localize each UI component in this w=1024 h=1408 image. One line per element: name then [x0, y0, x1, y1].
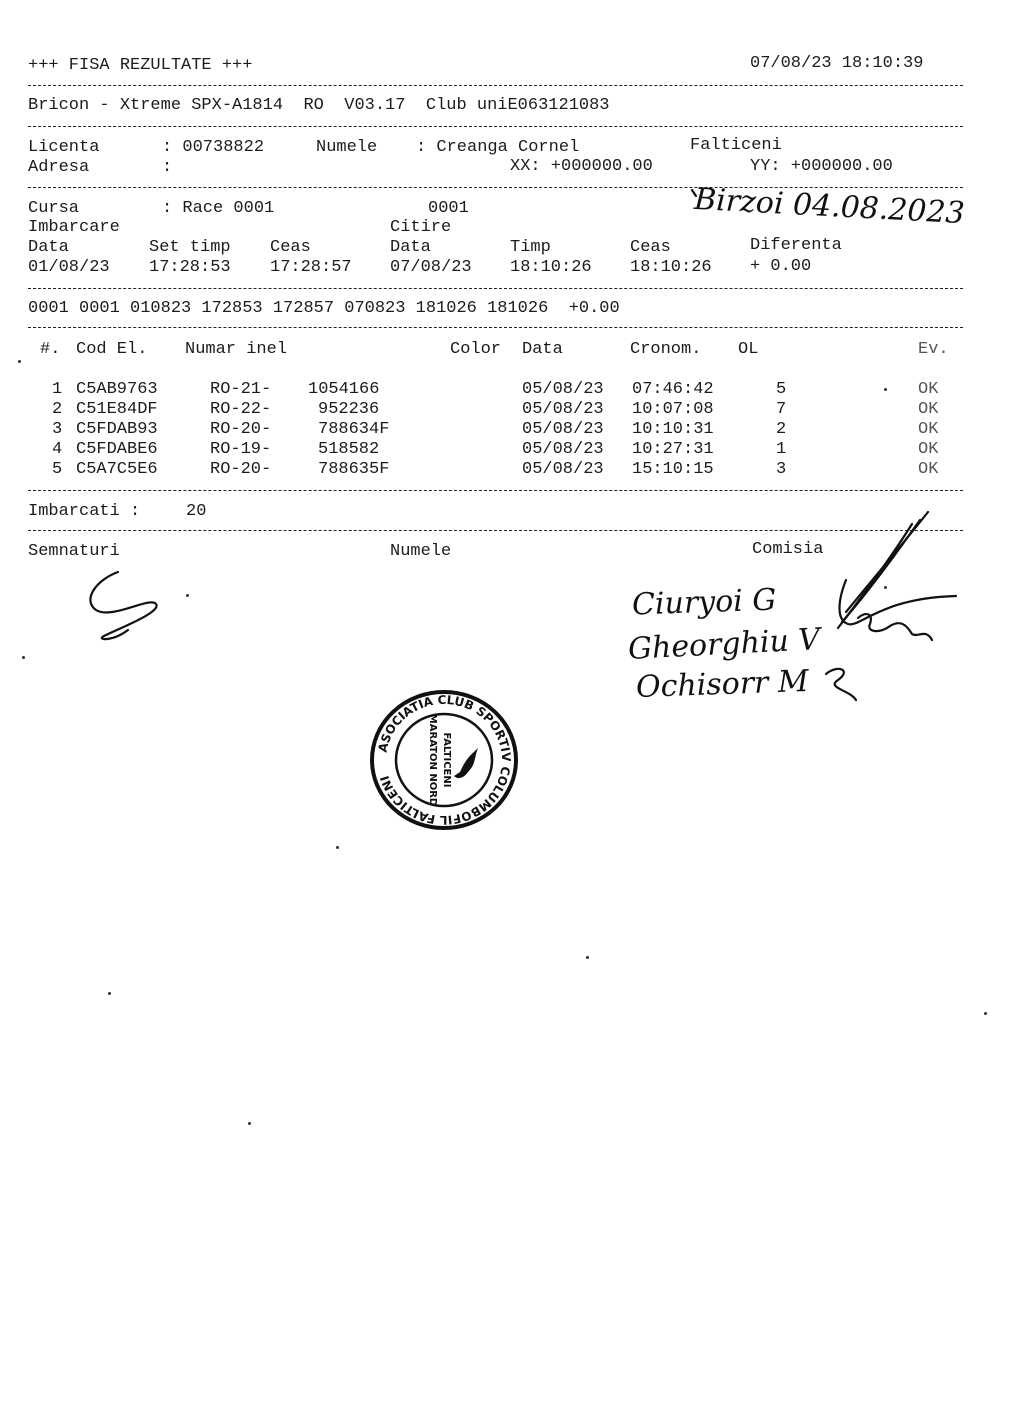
row-ring-number: 788634F — [318, 420, 390, 439]
row-date: 05/08/23 — [522, 400, 604, 419]
club-stamp — [368, 688, 520, 832]
stamp-inner-text: MARATON NORD — [427, 713, 438, 807]
imbarcati-label: Imbarcati : — [28, 502, 141, 521]
row-cronom: 10:07:08 — [632, 400, 714, 419]
scan-speck — [18, 360, 21, 363]
cursa-label: Cursa — [28, 199, 80, 218]
value-timp: 18:10:26 — [510, 258, 592, 277]
value-data-1: 01/08/23 — [28, 258, 110, 277]
row-cronom: 10:27:31 — [632, 440, 714, 459]
row-ring-prefix: RO-19- — [210, 440, 272, 459]
device-line: Bricon - Xtreme SPX-A1814 RO V03.17 Club uniE063121083 — [28, 96, 610, 115]
row-cod: C51E84DF — [76, 400, 158, 419]
row-cronom: 07:46:42 — [632, 380, 714, 399]
header-data-1: Data — [28, 238, 69, 257]
header-set-timp: Set timp — [149, 238, 231, 257]
row-cod: C5A7C5E6 — [76, 460, 158, 479]
city: Falticeni — [690, 136, 782, 155]
row-cronom: 10:10:31 — [632, 420, 714, 439]
row-ring-number: 788635F — [318, 460, 390, 479]
value-data-2: 07/08/23 — [390, 258, 472, 277]
xx-coordinate: XX: +000000.00 — [510, 157, 653, 176]
row-cod: C5FDABE6 — [76, 440, 158, 459]
row-ev: OK — [918, 380, 939, 399]
row-number: 1 — [52, 380, 63, 399]
row-cronom: 15:10:15 — [632, 460, 714, 479]
row-ol: 2 — [776, 420, 787, 439]
scan-speck — [248, 1122, 251, 1125]
pigeon-icon — [454, 748, 478, 778]
cursa-value: : Race 0001 — [162, 199, 275, 218]
col-header-color: Color — [450, 340, 502, 359]
numele-footer-label: Numele — [390, 542, 452, 561]
scan-speck — [336, 846, 339, 849]
row-ring-prefix: RO-20- — [210, 420, 272, 439]
race-code: 0001 — [428, 199, 469, 218]
row-ring-prefix: RO-20- — [210, 460, 272, 479]
row-number: 4 — [52, 440, 63, 459]
row-date: 05/08/23 — [522, 420, 604, 439]
value-diferenta: + 0.00 — [750, 257, 812, 276]
imbarcati-value: 20 — [186, 502, 207, 521]
row-ol: 3 — [776, 460, 787, 479]
sheet-title: +++ FISA REZULTATE +++ — [28, 56, 253, 75]
semnaturi-label: Semnaturi — [28, 542, 120, 561]
col-header-data: Data — [522, 340, 563, 359]
print-datetime: 07/08/23 18:10:39 — [750, 54, 924, 73]
col-header-ev: Ev. — [918, 340, 949, 359]
handwritten-note: Birzoi 04.08.2023 — [693, 181, 966, 232]
numele-label: Numele — [316, 138, 378, 157]
col-header-number: #. — [40, 340, 61, 359]
row-number: 5 — [52, 460, 63, 479]
scan-speck — [186, 594, 189, 597]
row-ring-prefix: RO-22- — [210, 400, 272, 419]
licenta-value: : 00738822 — [162, 138, 265, 157]
col-header-cronom: Cronom. — [630, 340, 702, 359]
row-number: 2 — [52, 400, 63, 419]
value-ceas-2: 18:10:26 — [630, 258, 712, 277]
row-ol: 7 — [776, 400, 787, 419]
row-ol: 5 — [776, 380, 787, 399]
row-ev: OK — [918, 400, 939, 419]
summary-line: 0001 0001 010823 172853 172857 070823 181026 181026 +0.00 — [28, 299, 620, 318]
stamp-inner-text: FALTICENI — [441, 732, 452, 788]
stamp-outer-text: ASOCIATIA CLUB SPORTIV COLUMBOFIL FALTICENI — [375, 692, 514, 828]
row-number: 3 — [52, 420, 63, 439]
handwritten-name: Ochisorr M — [635, 663, 810, 706]
value-ceas-1: 17:28:57 — [270, 258, 352, 277]
col-header-cod: Cod El. — [76, 340, 148, 359]
row-ol: 1 — [776, 440, 787, 459]
scan-speck — [22, 656, 25, 659]
row-ev: OK — [918, 440, 939, 459]
handwritten-name: Gheorghiu V — [627, 621, 821, 668]
value-set-timp: 17:28:53 — [149, 258, 231, 277]
yy-coordinate: YY: +000000.00 — [750, 157, 893, 176]
scan-speck — [586, 956, 589, 959]
col-header-ol: OL — [738, 340, 759, 359]
adresa-label: Adresa — [28, 158, 90, 177]
scan-speck — [108, 992, 111, 995]
row-ev: OK — [918, 420, 939, 439]
row-date: 05/08/23 — [522, 440, 604, 459]
imbarcare-label: Imbarcare — [28, 218, 120, 237]
header-timp: Timp — [510, 238, 551, 257]
row-ring-number: 518582 — [318, 440, 380, 459]
citire-label: Citire — [390, 218, 452, 237]
comisia-label: Comisia — [752, 540, 824, 559]
row-cod: C5AB9763 — [76, 380, 158, 399]
row-ev: OK — [918, 460, 939, 479]
header-ceas-2: Ceas — [630, 238, 671, 257]
scan-speck — [884, 388, 887, 391]
row-ring-prefix: RO-21- — [210, 380, 272, 399]
row-ring-number: 1054166 — [308, 380, 380, 399]
scan-speck — [884, 586, 887, 589]
row-cod: C5FDAB93 — [76, 420, 158, 439]
handwritten-name: Ciuryoi G — [631, 582, 777, 623]
row-ring-number: 952236 — [318, 400, 380, 419]
col-header-inel: Numar inel — [185, 340, 288, 359]
scan-speck — [984, 1012, 987, 1015]
row-date: 05/08/23 — [522, 460, 604, 479]
adresa-value: : — [162, 158, 173, 177]
header-diferenta: Diferenta — [750, 236, 842, 255]
licenta-label: Licenta — [28, 138, 100, 157]
row-date: 05/08/23 — [522, 380, 604, 399]
header-data-2: Data — [390, 238, 431, 257]
header-ceas-1: Ceas — [270, 238, 311, 257]
numele-value: : Creanga Cornel — [416, 138, 580, 157]
